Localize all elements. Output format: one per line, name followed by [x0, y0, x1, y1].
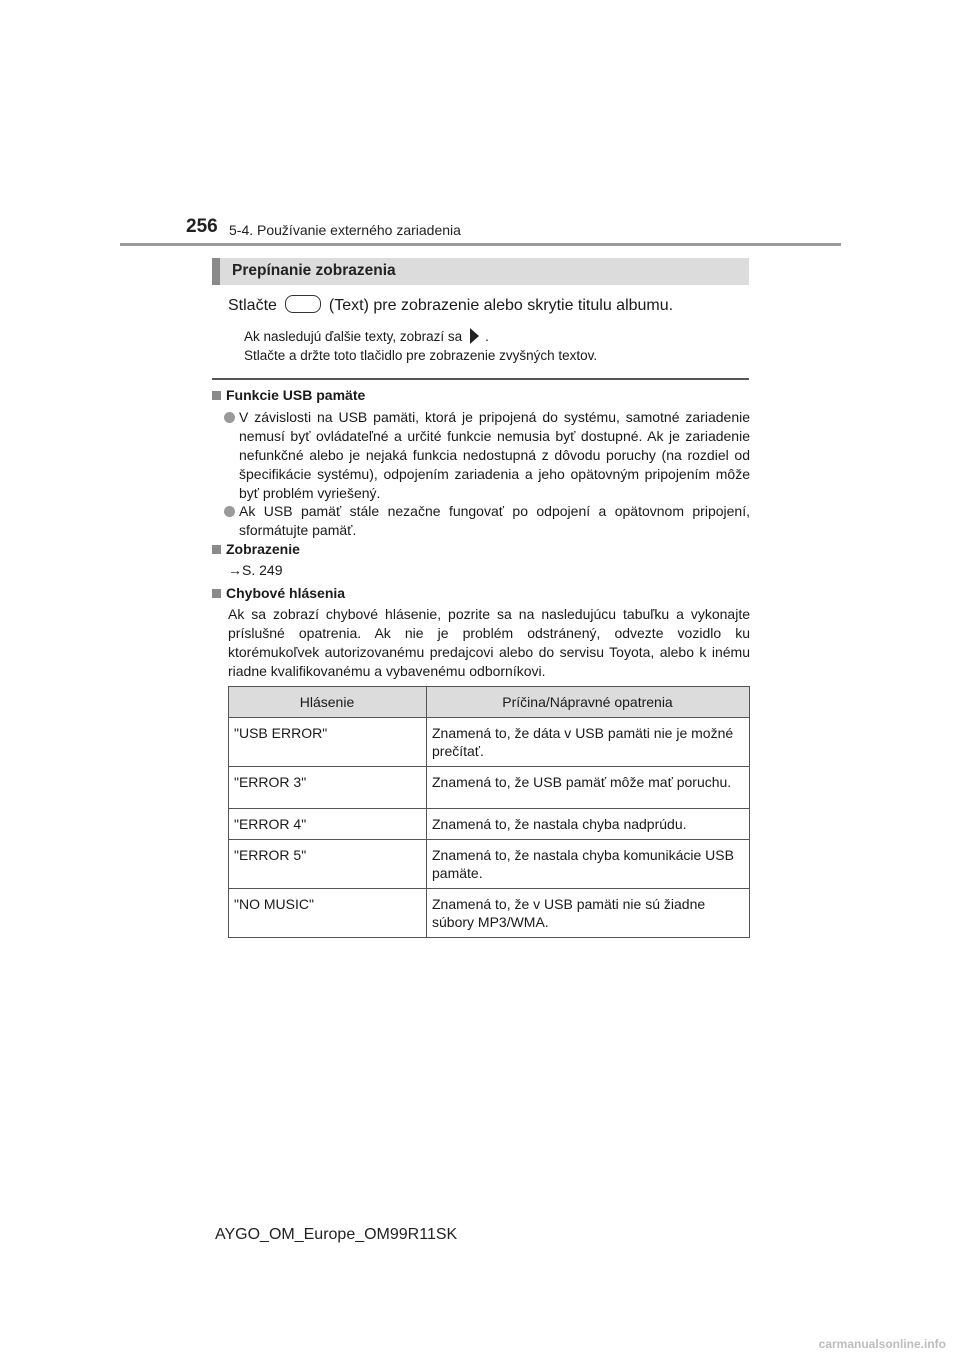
usb-bullet-1: [224, 408, 750, 503]
table-header-row: [229, 687, 750, 718]
round-bullet-icon: [224, 506, 235, 517]
watermark: carmanualsonline.info: [818, 1337, 946, 1351]
table-row: [229, 809, 750, 840]
usb-functions-heading-text: Funkcie USB pamäte: [226, 387, 366, 403]
usb-functions-heading: [212, 387, 365, 403]
display-heading: [212, 541, 300, 557]
error-messages-paragraph: Ak sa zobrazí chybové hlásenie, pozrite sa na nasledujúcu tabuľku a vykonajte príslušné opatrenia. Ak nie je problém odstránený, odvezte vozidlo ku ktorémukoľvek autorizovanému predajcovi alebo do servisu Toyota, alebo k inému riadne kvalifikovanému a vybavenému odborníkovi.: [228, 606, 750, 679]
square-bullet-icon: [212, 391, 221, 400]
square-bullet-icon: [212, 545, 221, 554]
section-divider: [212, 378, 749, 380]
cause-cell: Znamená to, že v USB pamäti nie sú žiadne súbory MP3/WMA.: [427, 889, 750, 938]
usb-bullet-2-text: Ak USB pamäť stále nezačne fungovať po odpojení a opätovnom pripojení, sformátujte pamäť.: [239, 503, 750, 538]
instruction-line: [228, 295, 673, 315]
note-line-1: [244, 328, 489, 344]
note-line-1-after: .: [485, 329, 489, 344]
section-title: Prepínanie zobrazenia: [232, 262, 396, 279]
table-row: [229, 840, 750, 889]
instruction-after: (Text) pre zobrazenie alebo skrytie titulu albumu.: [328, 297, 674, 314]
chapter-title: 5-4. Používanie externého zariadenia: [229, 222, 461, 238]
table-row: [229, 718, 750, 767]
note-line-1-before: Ak nasledujú ďalšie texty, zobrazí sa: [244, 329, 463, 344]
usb-bullet-1-text: V závislosti na USB pamäti, ktorá je pripojená do systému, samotné zariadenie nemusí byť ovládateľné a určité funkcie nemusia byť dostupné. Ak je zariadenie nefunkčné alebo je nejaká funkcia nedostupná z dôvodu poruchy (na rozdiel od špecifikácie systému), odpojením zariadenia a jeho opätovným pripojením môže byť problém vyriešený.: [239, 409, 750, 501]
page-number: 256: [186, 216, 218, 237]
note-line-2: Stlačte a držte toto tlačidlo pre zobrazenie zvyšných textov.: [244, 348, 598, 363]
square-bullet-icon: [212, 589, 221, 598]
cause-cell: Znamená to, že nastala chyba komunikácie USB pamäte.: [427, 840, 750, 889]
text-button-icon: [285, 295, 321, 313]
cause-cell: Znamená to, že nastala chyba nadprúdu.: [427, 809, 750, 840]
more-text-arrow-icon: [470, 328, 479, 344]
table-row: [229, 889, 750, 938]
error-messages-heading: [212, 585, 345, 601]
display-reference: →S. 249: [228, 562, 283, 578]
footer-doc-code: AYGO_OM_Europe_OM99R11SK: [215, 1226, 458, 1243]
table-row: [229, 767, 750, 809]
section-title-bar: [212, 258, 749, 285]
round-bullet-icon: [224, 412, 235, 423]
column-header-cause: Príčina/Nápravné opatrenia: [427, 687, 750, 718]
instruction-before: Stlačte: [228, 297, 277, 314]
message-cell: "ERROR 4": [229, 809, 427, 840]
message-cell: "USB ERROR": [229, 718, 427, 767]
cause-cell: Znamená to, že USB pamäť môže mať poruchu.: [427, 767, 750, 809]
message-cell: "ERROR 5": [229, 840, 427, 889]
header-rule: [120, 243, 841, 246]
message-cell: "NO MUSIC": [229, 889, 427, 938]
column-header-message: Hlásenie: [229, 687, 427, 718]
cause-cell: Znamená to, že dáta v USB pamäti nie je možné prečítať.: [427, 718, 750, 767]
display-heading-text: Zobrazenie: [226, 541, 300, 557]
usb-bullet-2: [224, 502, 750, 540]
error-messages-table: [228, 686, 750, 938]
message-cell: "ERROR 3": [229, 767, 427, 809]
error-messages-heading-text: Chybové hlásenia: [226, 585, 346, 601]
